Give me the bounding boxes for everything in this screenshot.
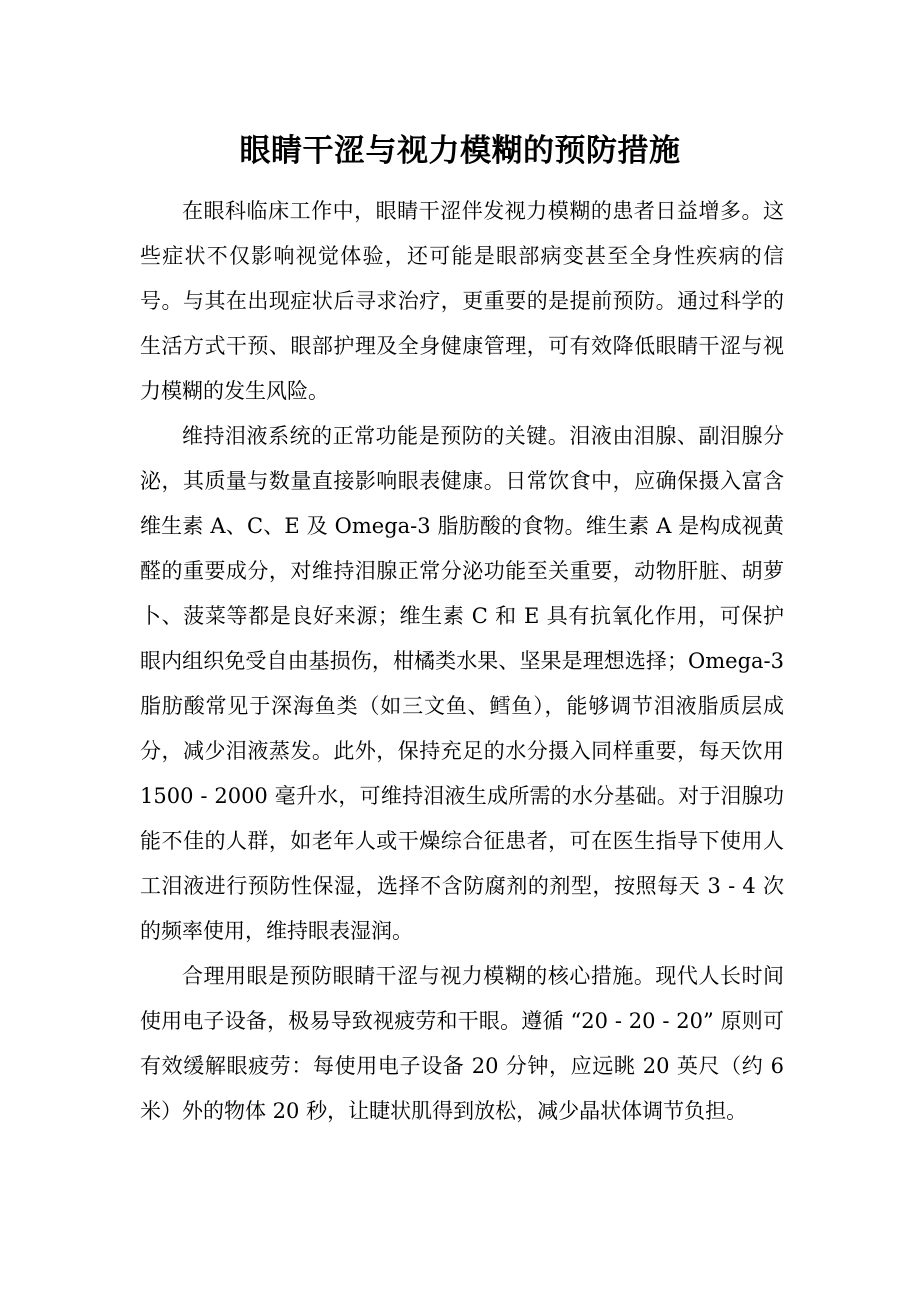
document-title: 眼睛干涩与视力模糊的预防措施: [239, 133, 681, 169]
document-body: [140, 189, 784, 1134]
paragraph-tear-system: 维持泪液系统的正常功能是预防的关键。泪液由泪腺、副泪腺分泌，其质量与数量直接影响眼表健康。日常饮食中，应确保摄入富含维生素 A、C、E 及 Omega-3 脂肪酸的食物。维生素 A 是构成视黄醛的重要成分，对维持泪腺正常分泌功能至关重要，动物肝脏、胡萝卜、菠菜等都是良好来源；维生素 C 和 E 具有抗氧化作用，可保护眼内组织免受自由基损伤，柑橘类水果、坚果是理想选择；Omega-3 脂肪酸常见于深海鱼类（如三文鱼、鳕鱼），能够调节泪液脂质层成分，减少泪液蒸发。此外，保持充足的水分摄入同样重要，每天饮用 1500 - 2000 毫升水，可维持泪液生成所需的水分基础。对于泪腺功能不佳的人群，如老年人或干燥综合征患者，可在医生指导下使用人工泪液进行预防性保湿，选择不含防腐剂的剂型，按照每天 3 - 4 次的频率使用，维持眼表湿润。: [140, 424, 784, 943]
paragraph-intro: 在眼科临床工作中，眼睛干涩伴发视力模糊的患者日益增多。这些症状不仅影响视觉体验，还可能是眼部病变甚至全身性疾病的信号。与其在出现症状后寻求治疗，更重要的是提前预防。通过科学的生活方式干预、眼部护理及全身健康管理，可有效降低眼睛干涩与视力模糊的发生风险。: [140, 199, 784, 403]
paragraph-eye-use: 合理用眼是预防眼睛干涩与视力模糊的核心措施。现代人长时间使用电子设备，极易导致视疲劳和干眼。遵循 “20 - 20 - 20” 原则可有效缓解眼疲劳：每使用电子设备 20 分钟，应远眺 20 英尺（约 6 米）外的物体 20 秒，让睫状肌得到放松，减少晶状体调节负担。: [140, 964, 784, 1123]
